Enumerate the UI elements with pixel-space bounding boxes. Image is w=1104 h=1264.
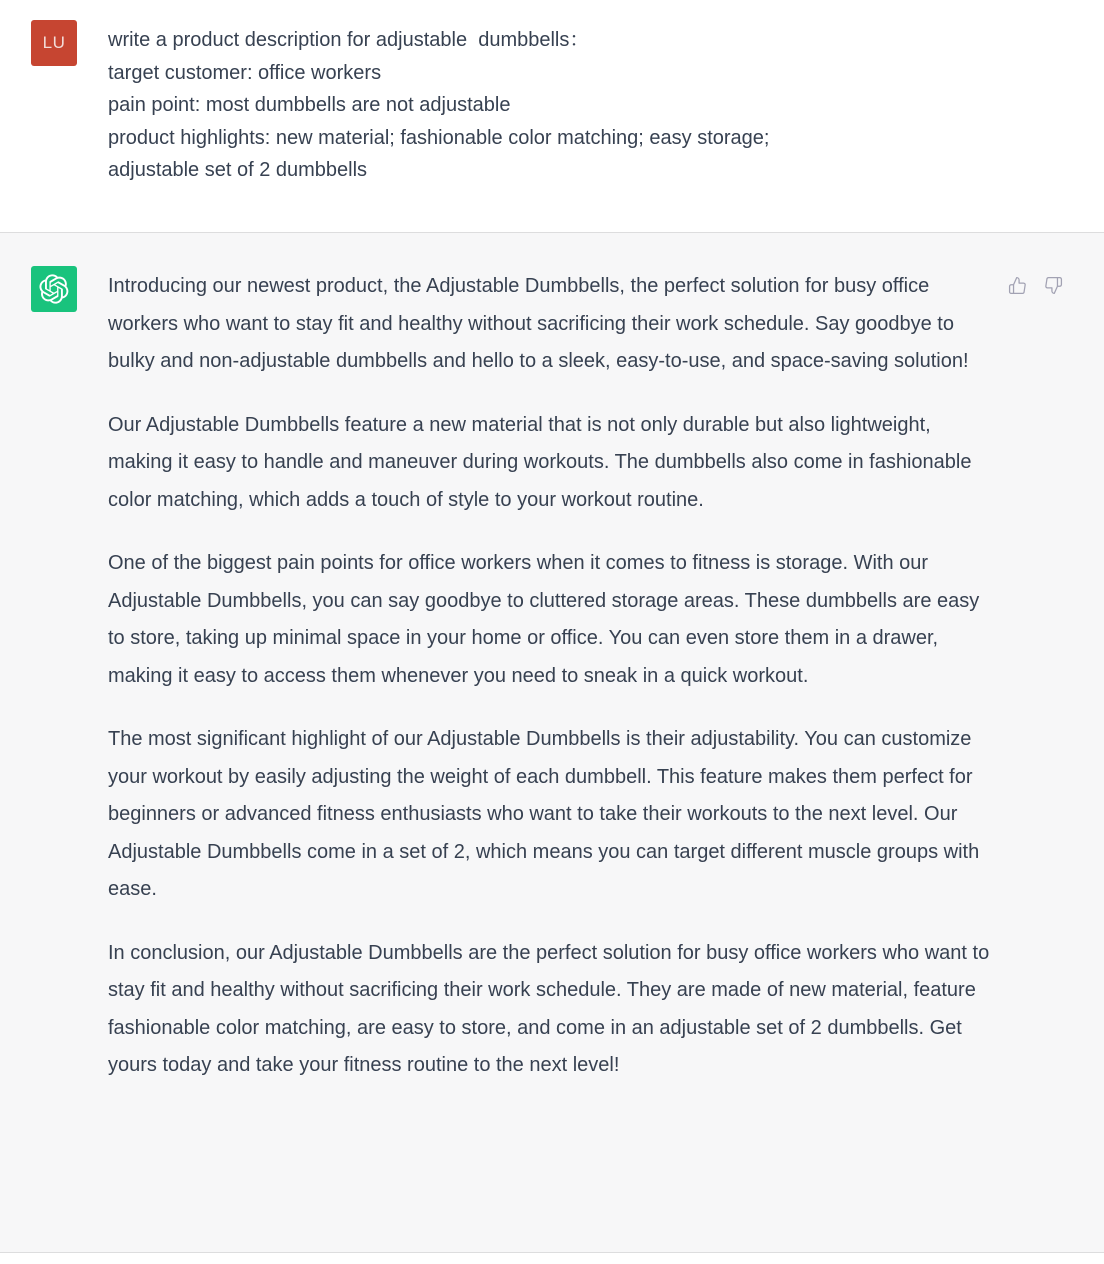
user-avatar: LU bbox=[31, 20, 77, 66]
assistant-paragraph: Our Adjustable Dumbbells feature a new material that is not only durable but also lightweight, making it easy to handle and maneuver during workouts. The dumbbells also come in fashionable color matching, which adds a touch of style to your workout routine. bbox=[108, 413, 972, 511]
thumbs-up-icon bbox=[1008, 276, 1027, 295]
user-message-text bbox=[108, 20, 1080, 232]
user-message-line: product highlights: new material; fashionable color matching; easy storage; bbox=[108, 126, 770, 149]
message-actions bbox=[1008, 266, 1080, 1234]
assistant-paragraph: The most significant highlight of our Adjustable Dumbbells is their adjustability. You can customize your workout by easily adjusting the weight of each dumbbell. This feature makes them perfect for beginners or advanced fitness enthusiasts who want to take their workouts to the next level. Our Adjustable Dumbbells come in a set of 2, which means you can target different muscle groups with ease. bbox=[108, 728, 980, 900]
assistant-paragraph: In conclusion, our Adjustable Dumbbells are the perfect solution for busy office workers who want to stay fit and healthy without sacrificing their work schedule. They are made of new material, feature fashionable color matching, are easy to store, and come in an adjustable set of 2 dumbbells. Get yours today and take your fitness routine to the next level! bbox=[108, 941, 990, 1076]
assistant-message bbox=[0, 232, 1104, 1253]
user-message-line: adjustable set of 2 dumbbells bbox=[108, 159, 368, 181]
assistant-avatar-column bbox=[31, 266, 77, 1234]
chatgpt-logo-icon bbox=[39, 274, 69, 304]
assistant-message-text bbox=[108, 266, 998, 1234]
assistant-avatar bbox=[31, 266, 77, 312]
user-avatar-column bbox=[31, 20, 77, 232]
thumbs-down-button[interactable] bbox=[1044, 276, 1063, 295]
assistant-paragraph: One of the biggest pain points for office workers when it comes to fitness is storage. With our Adjustable Dumbbells, you can say goodbye to cluttered storage areas. These dumbbells are easy to store, taking up minimal space in your home or office. You can even store them in a drawer, making it easy to access them whenever you need to sneak in a quick workout. bbox=[108, 552, 980, 687]
user-message bbox=[0, 0, 1104, 232]
thumbs-down-icon bbox=[1044, 276, 1063, 295]
assistant-paragraph: Introducing our newest product, the Adjustable Dumbbells, the perfect solution for busy office workers who want to stay fit and healthy without sacrificing their work schedule. Say goodbye to bulky and non-adjustable dumbbells and hello to a sleek, easy-to-use, and space-saving solution! bbox=[108, 275, 969, 372]
thumbs-up-button[interactable] bbox=[1008, 276, 1027, 295]
user-message-line: target customer: office workers bbox=[108, 61, 382, 84]
next-section-edge bbox=[0, 1253, 1104, 1264]
user-message-line: pain point: most dumbbells are not adjustable bbox=[108, 94, 511, 116]
user-message-line: write a product description for adjustable dumbbells： bbox=[108, 29, 590, 51]
